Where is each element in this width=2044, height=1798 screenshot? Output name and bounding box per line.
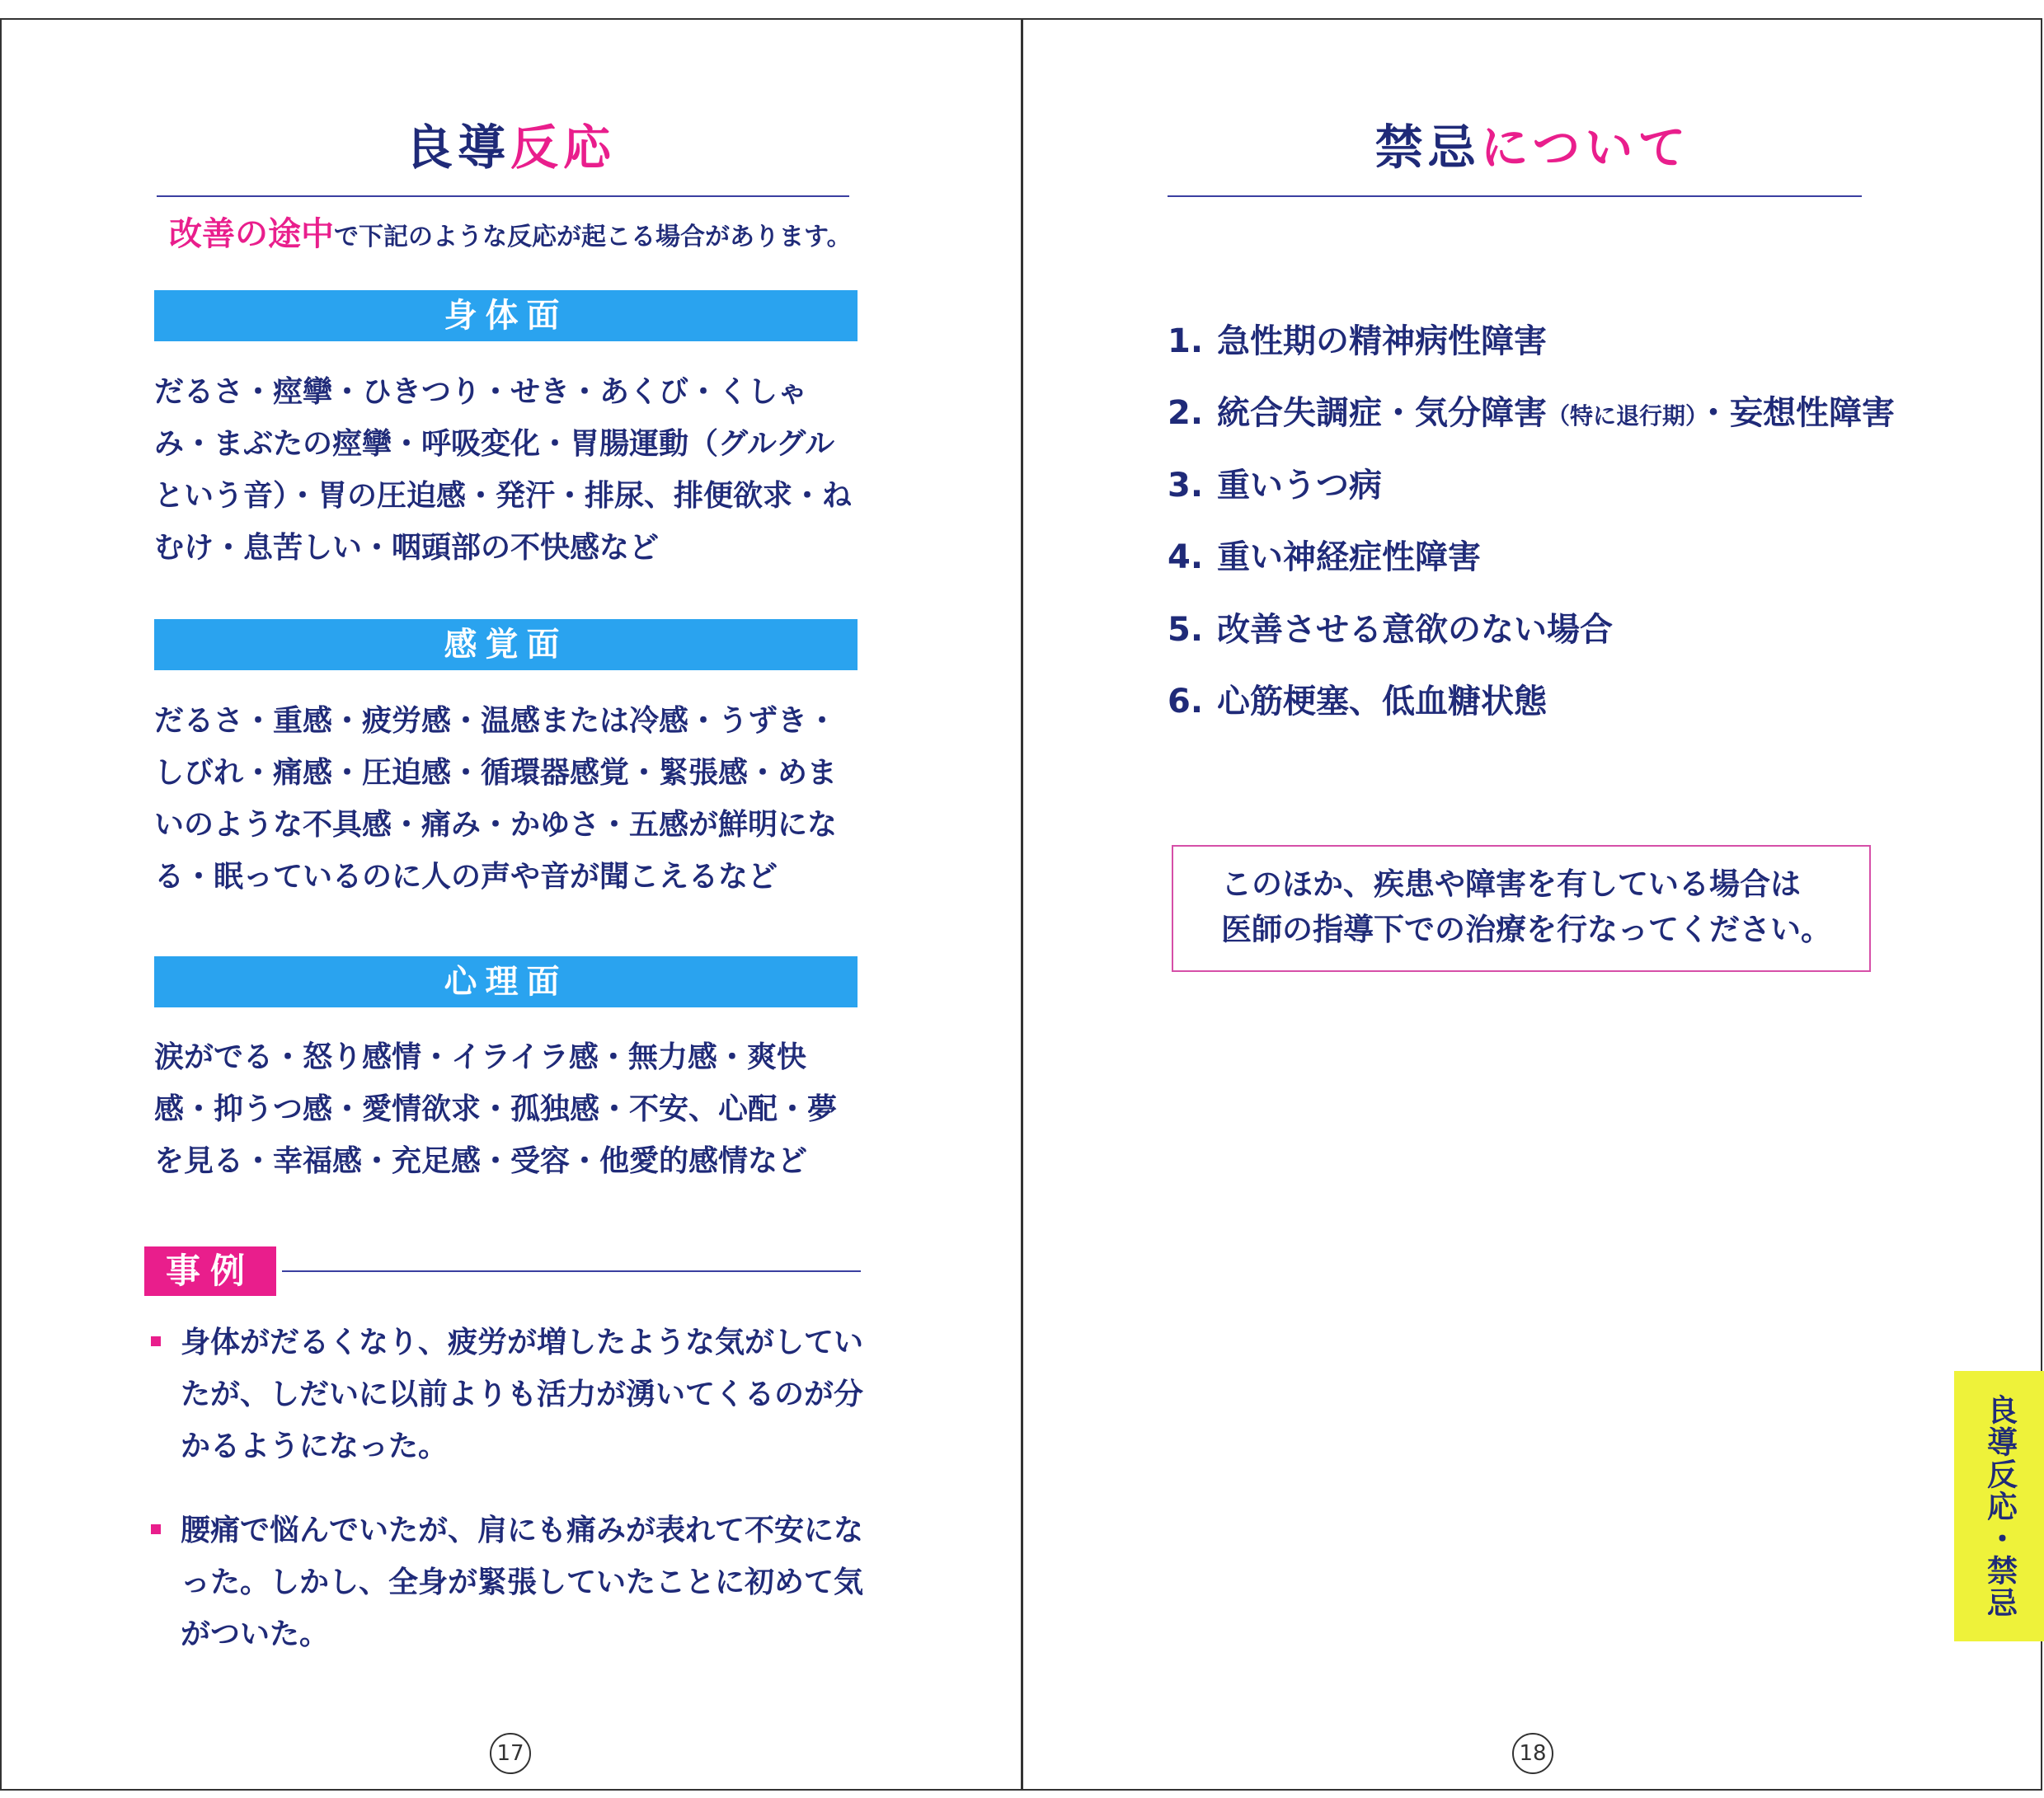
section-text-body: だるさ・痙攣・ひきつり・せき・あくび・くしゃみ・まぶたの痙攣・呼吸変化・胃腸運動（グルグルという音）・胃の圧迫感・発汗・排尿、排便欲求・ねむけ・息苦しい・咽頭部の不快感など — [154, 375, 853, 565]
contraindication-item: 4. 重い神経症性障害 — [1168, 538, 1481, 576]
section-text-senses: だるさ・重感・疲労感・温感または冷感・うずき・しびれ・痛感・圧迫感・循環器感覚・緊張感・めまいのような不具感・痛み・かゆさ・五感が鮮明になる・眠っているのに人の声や音が聞こえるなど — [154, 704, 838, 894]
section-text-psych: 涙がでる・怒り感情・イライラ感・無力感・爽快感・抑うつ感・愛情欲求・孤独感・不安、心配・夢を見る・幸福感・充足感・受容・他愛的感情など — [154, 1040, 838, 1178]
case-text: 身体がだるくなり、疲労が増したような気がしていたが、しだいに以前よりも活力が湧いてくるのが分かるようになった。 — [181, 1326, 864, 1463]
page-title — [0, 109, 1021, 178]
contraindication-item: 1. 急性期の精神病性障害 — [1168, 322, 1547, 360]
intro-rest: で下記のような反応が起こる場合があります。 — [334, 223, 852, 251]
notice-line-1: このほか、疾患や障害を有している場合は — [1221, 866, 1801, 902]
case-text: 腰痛で悩んでいたが、肩にも痛みが表れて不安になった。しかし、全身が緊張していたことに初めて気がついた。 — [181, 1514, 864, 1651]
section-heading-body: 身体面 — [154, 290, 858, 341]
case-divider — [282, 1270, 861, 1272]
title-divider — [1168, 195, 1862, 197]
page-17 — [0, 18, 1021, 1791]
notice-line-2: 医師の指導下での治療を行なってください。 — [1221, 912, 1831, 947]
section-heading-senses: 感覚面 — [154, 619, 858, 670]
notice-box — [1172, 845, 1871, 972]
bullet-icon — [151, 1336, 161, 1346]
case-item — [151, 1505, 876, 1660]
intro-highlight: 改善の途中 — [169, 215, 334, 253]
title-part2: について — [1480, 120, 1691, 176]
case-item — [151, 1317, 876, 1472]
bullet-icon — [151, 1524, 161, 1534]
title-part1: 良導 — [404, 120, 510, 176]
title-part1: 禁忌 — [1374, 120, 1481, 176]
title-divider — [157, 195, 849, 197]
page-number: 17 — [490, 1733, 531, 1774]
title-part2: 反応 — [510, 120, 617, 176]
contraindication-item: 5. 改善させる意欲のない場合 — [1168, 611, 1613, 649]
side-index-tab: 良導反応・禁忌 — [1954, 1371, 2044, 1641]
contraindication-item: 2. 統合失調症・気分障害（特に退行期）・妄想性障害 — [1168, 394, 1896, 432]
section-heading-psych: 心理面 — [154, 956, 858, 1007]
page-number: 18 — [1512, 1733, 1553, 1774]
contraindication-item: 3. 重いうつ病 — [1168, 467, 1382, 505]
page-title — [1023, 109, 2042, 178]
page-18 — [1023, 18, 2042, 1791]
case-label: 事例 — [144, 1246, 276, 1296]
contraindication-item: 6. 心筋梗塞、低血糖状態 — [1168, 683, 1547, 721]
intro-text — [169, 208, 852, 255]
